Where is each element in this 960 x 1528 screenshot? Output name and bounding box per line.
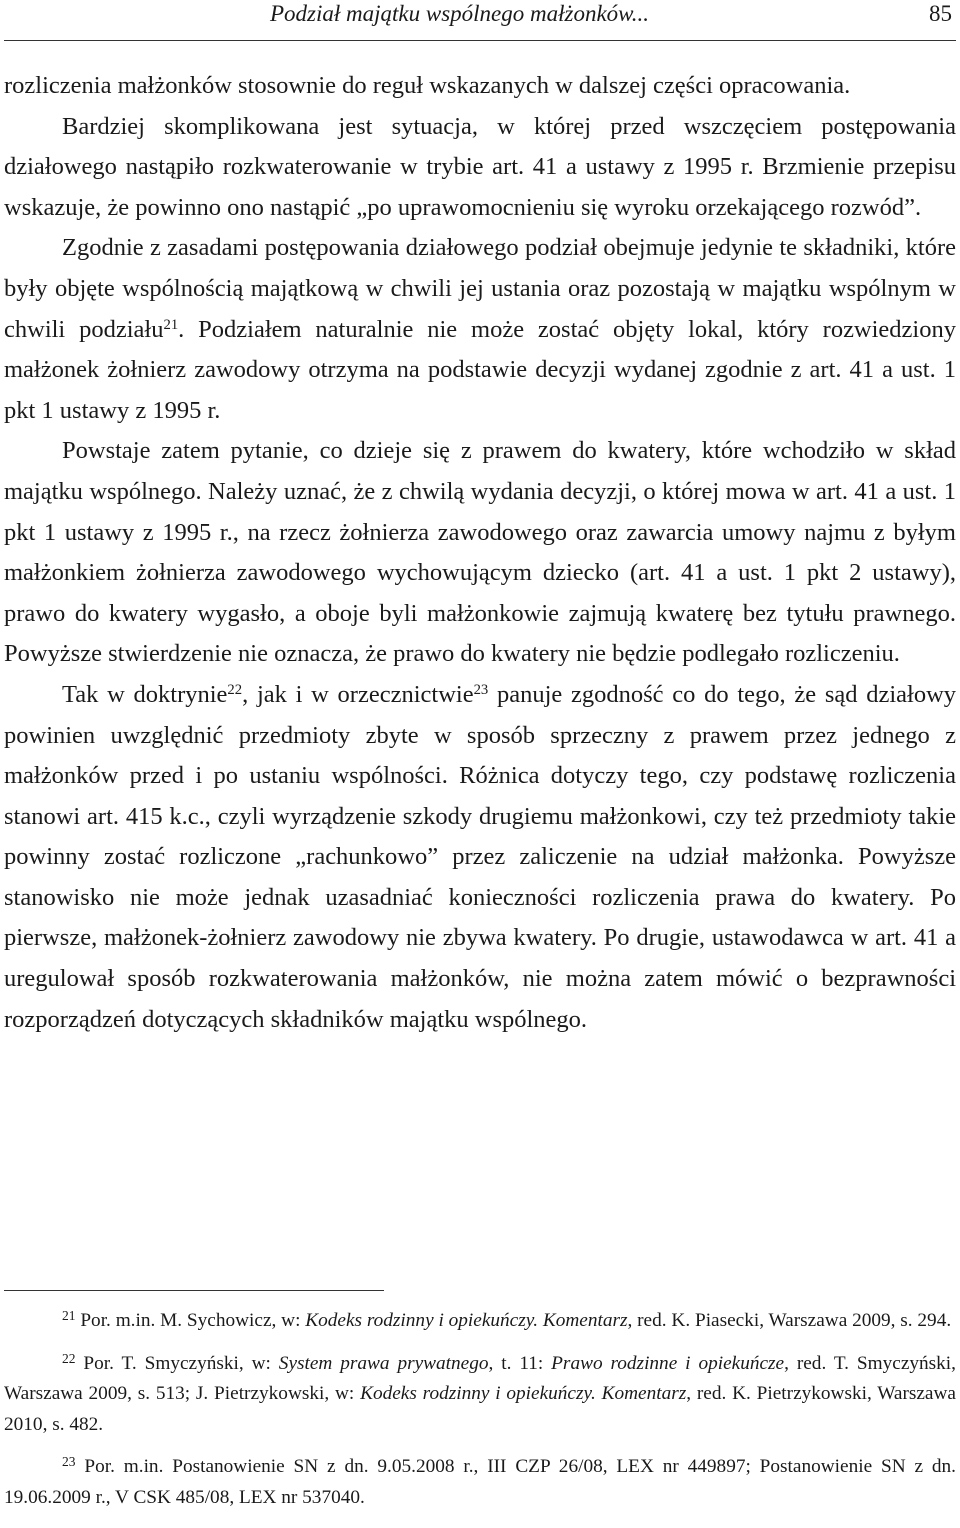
- paragraph-3: [4, 228, 956, 431]
- main-text: [4, 66, 956, 1040]
- footnote-22-text-a: Por. T. Smyczyński, w:: [83, 1352, 279, 1374]
- footnote-ref-21[interactable]: 21: [163, 316, 179, 333]
- footnote-22: [4, 1349, 956, 1441]
- footnote-21-text-c: , red. K. Piasecki, Warszawa 2009, s. 294.: [627, 1310, 952, 1331]
- paragraph-5-text-a: Tak w doktrynie: [62, 680, 228, 708]
- paragraph-4-text: Powstaje zatem pytanie, co dzieje się z prawem do kwatery, które wchodziło w skład majątku wspólnego. Należy uznać, że z chwilą wydania decyzji, o której mowa w art. 41 a ust. 1 pkt 1 ustawy z 1995 r., na rzecz żołnierza zawodowego oraz zawarcia umowy najmu z byłym małżonkiem żołnierza zawodowego wychowującym dziecko (art. 41 a ust. 1 pkt 2 ustawy), prawo do kwatery wygasło, a oboje byli małżonkowie zajmują kwaterę bez tytułu prawnego. Powyższe stwierdzenie nie oznacza, że prawo do kwatery nie będzie podlegało rozliczeniu.: [4, 437, 956, 668]
- paragraph-5-text-b: , jak i w orzecznictwie: [242, 680, 474, 708]
- paragraph-1: [4, 66, 956, 107]
- paragraph-4: [4, 431, 956, 675]
- footnote-23-text: Por. m.in. Postanowienie SN z dn. 9.05.2008 r., III CZP 26/08, LEX nr 449897; Postanowienie SN z dn. 19.06.2009 r., V CSK 485/08, LEX nr 537040.: [4, 1456, 956, 1508]
- paragraph-3-text-b: . Podziałem naturalnie nie może zostać objęty lokal, który rozwiedziony małżonek żołnierz zawodowy otrzyma na podstawie decyzji wydanej zgodnie z art. 41 a ust. 1 pkt 1 ustawy z 1995 r.: [4, 315, 956, 424]
- footnotes: [4, 1306, 956, 1525]
- footnote-21-text-a: Por. m.in. M. Sychowicz, w:: [80, 1310, 306, 1331]
- paragraph-3-text-a: Zgodnie z zasadami postępowania działowego podział obejmuje jedynie te składniki, które były objęte wspólnością majątkową w chwili jej ustania oraz pozostają w majątku wspólnym w chwili podziału: [4, 234, 956, 343]
- footnote-21-title: Kodeks rodzinny i opiekuńczy. Komentarz: [305, 1310, 628, 1331]
- footnote-22-title-1: System prawa prywatnego: [278, 1352, 489, 1374]
- page-number: 85: [929, 1, 952, 26]
- footnote-22-text-c: , t. 11:: [488, 1352, 552, 1374]
- paragraph-2-text: Bardziej skomplikowana jest sytuacja, w której przed wszczęciem postępowania działowego nastąpiło rozkwaterowanie w trybie art. 41 a ustawy z 1995 r. Brzmienie przepisu wskazuje, że powinno ono nastąpić „po uprawomocnieniu się wyroku orzekającego rozwód”.: [4, 112, 956, 221]
- footnote-22-title-3: Kodeks rodzinny i opiekuńczy. Komentarz: [360, 1383, 687, 1404]
- footnote-22-title-2: Prawo rodzinne i opiekuńcze: [551, 1352, 785, 1374]
- footnote-21-number: 21: [62, 1307, 76, 1323]
- footnote-22-number: 22: [62, 1350, 76, 1366]
- footnote-22-text-e: , red. T. Smyczyński, Warszawa 2009, s. 513; J. Pietrzykowski, w:: [4, 1352, 956, 1404]
- paragraph-1-text: rozliczenia małżonków stosownie do reguł wskazanych w dalszej części opracowania.: [4, 72, 851, 99]
- paragraph-2: [4, 107, 956, 229]
- paragraph-5-text-c: panuje zgodność co do tego, że sąd działowy powinien uwzględnić przedmioty zbyte w sposób sprzeczny z prawem przez jednego z małżonków przed i po ustaniu wspólności. Różnica dotyczy tego, czy podstawę rozliczenia stanowi art. 415 k.c., czyli wyrządzenie szkody drugiemu małżonkowi, czy też przedmioty takie powinny zostać rozliczone „rachunkowo” przez zaliczenie na udział małżonka. Powyższe stanowisko nie może jednak uzasadniać konieczności rozliczenia prawa do kwatery. Po pierwsze, małżonek-żołnierz zawodowy nie zbywa kwatery. Po drugie, ustawodawca w art. 41 a uregulował sposób rozkwaterowania małżonków, nie można zatem mówić o bezprawności rozporządzeń dotyczących składników majątku wspólnego.: [4, 680, 957, 1033]
- footnote-separator: [4, 1290, 384, 1291]
- footnote-23: [4, 1452, 956, 1513]
- paragraph-5: [4, 675, 956, 1040]
- running-header-title: Podział majątku wspólnego małżonków...: [270, 1, 650, 26]
- running-header: [4, 0, 956, 41]
- footnote-ref-23[interactable]: 23: [473, 681, 489, 698]
- footnote-21: [4, 1306, 956, 1337]
- footnote-ref-22[interactable]: 22: [227, 681, 243, 698]
- footnote-23-number: 23: [62, 1453, 76, 1469]
- footnote-22-text-g: , red. K. Pietrzykowski, Warszawa 2010, s. 482.: [4, 1383, 956, 1435]
